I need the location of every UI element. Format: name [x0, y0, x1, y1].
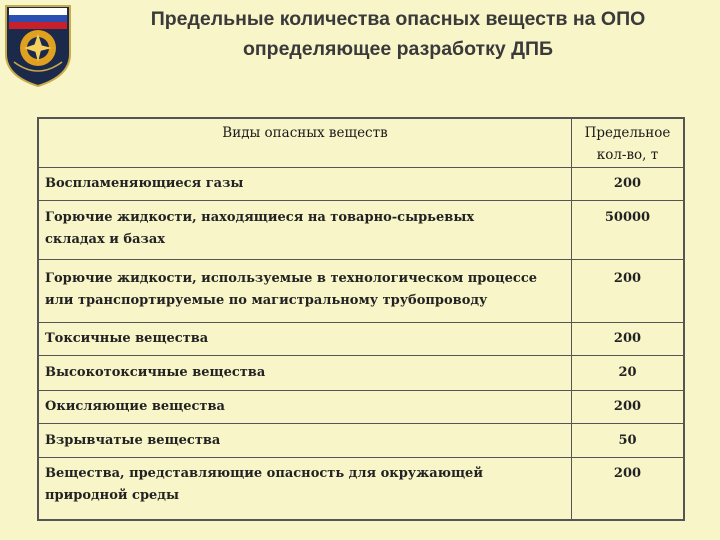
table-row: [39, 167, 683, 200]
limit-value: 50000: [604, 210, 651, 225]
title-line-2: определяющее разработку ДПБ: [242, 38, 554, 60]
limit-value: 20: [618, 365, 637, 380]
header-limit-line-2: кол-во, т: [596, 147, 659, 163]
substance-name-line-2: складах и базах: [45, 232, 165, 247]
limit-value: 200: [613, 271, 642, 286]
substance-name-line-1: Высокотоксичные вещества: [45, 365, 266, 380]
limit-value: 50: [618, 433, 637, 448]
limit-value: 200: [613, 399, 642, 414]
table-row: [39, 259, 683, 322]
substance-name: [45, 328, 565, 350]
substance-name: [45, 396, 565, 418]
substance-name: [45, 173, 565, 195]
substance-name-line-1: Воспламеняющиеся газы: [45, 176, 244, 191]
limit-value: 200: [613, 331, 642, 346]
substance-name-line-2: или транспортируемые по магистральному трубопроводу: [45, 293, 488, 308]
page-title: [78, 4, 718, 64]
hazardous-substances-table: [37, 117, 685, 521]
table-row: [39, 457, 683, 519]
substance-name-line-1: Вещества, представляющие опасность для окружающей: [45, 466, 483, 481]
table-row: [39, 200, 683, 259]
table-header-row: [39, 119, 683, 167]
substance-name-line-1: Токсичные вещества: [45, 331, 209, 346]
table-row: [39, 322, 683, 355]
limit-value: 200: [613, 466, 642, 481]
substance-name: [45, 207, 565, 251]
emergency-ministry-emblem-icon: [2, 2, 74, 88]
title-line-1: Предельные количества опасных веществ на ОПО: [150, 8, 646, 30]
substance-name: [45, 463, 565, 507]
substance-name: [45, 362, 565, 384]
substance-name: [45, 268, 565, 312]
substance-name-line-1: Горючие жидкости, используемые в технологическом процессе: [45, 271, 538, 286]
limit-value: 200: [613, 176, 642, 191]
substance-name: [45, 430, 565, 452]
substance-name-line-2: природной среды: [45, 488, 179, 503]
header-limit-line-1: Предельное: [584, 125, 671, 141]
table-row: [39, 390, 683, 423]
header-limit-quantity: [572, 122, 683, 166]
header-substance-type: Виды опасных веществ: [222, 125, 388, 141]
substance-name-line-1: Горючие жидкости, находящиеся на товарно-сырьевых: [45, 210, 475, 225]
table-row: [39, 423, 683, 457]
substance-name-line-1: Взрывчатые вещества: [45, 433, 221, 448]
substance-name-line-1: Окисляющие вещества: [45, 399, 225, 414]
table-row: [39, 355, 683, 390]
